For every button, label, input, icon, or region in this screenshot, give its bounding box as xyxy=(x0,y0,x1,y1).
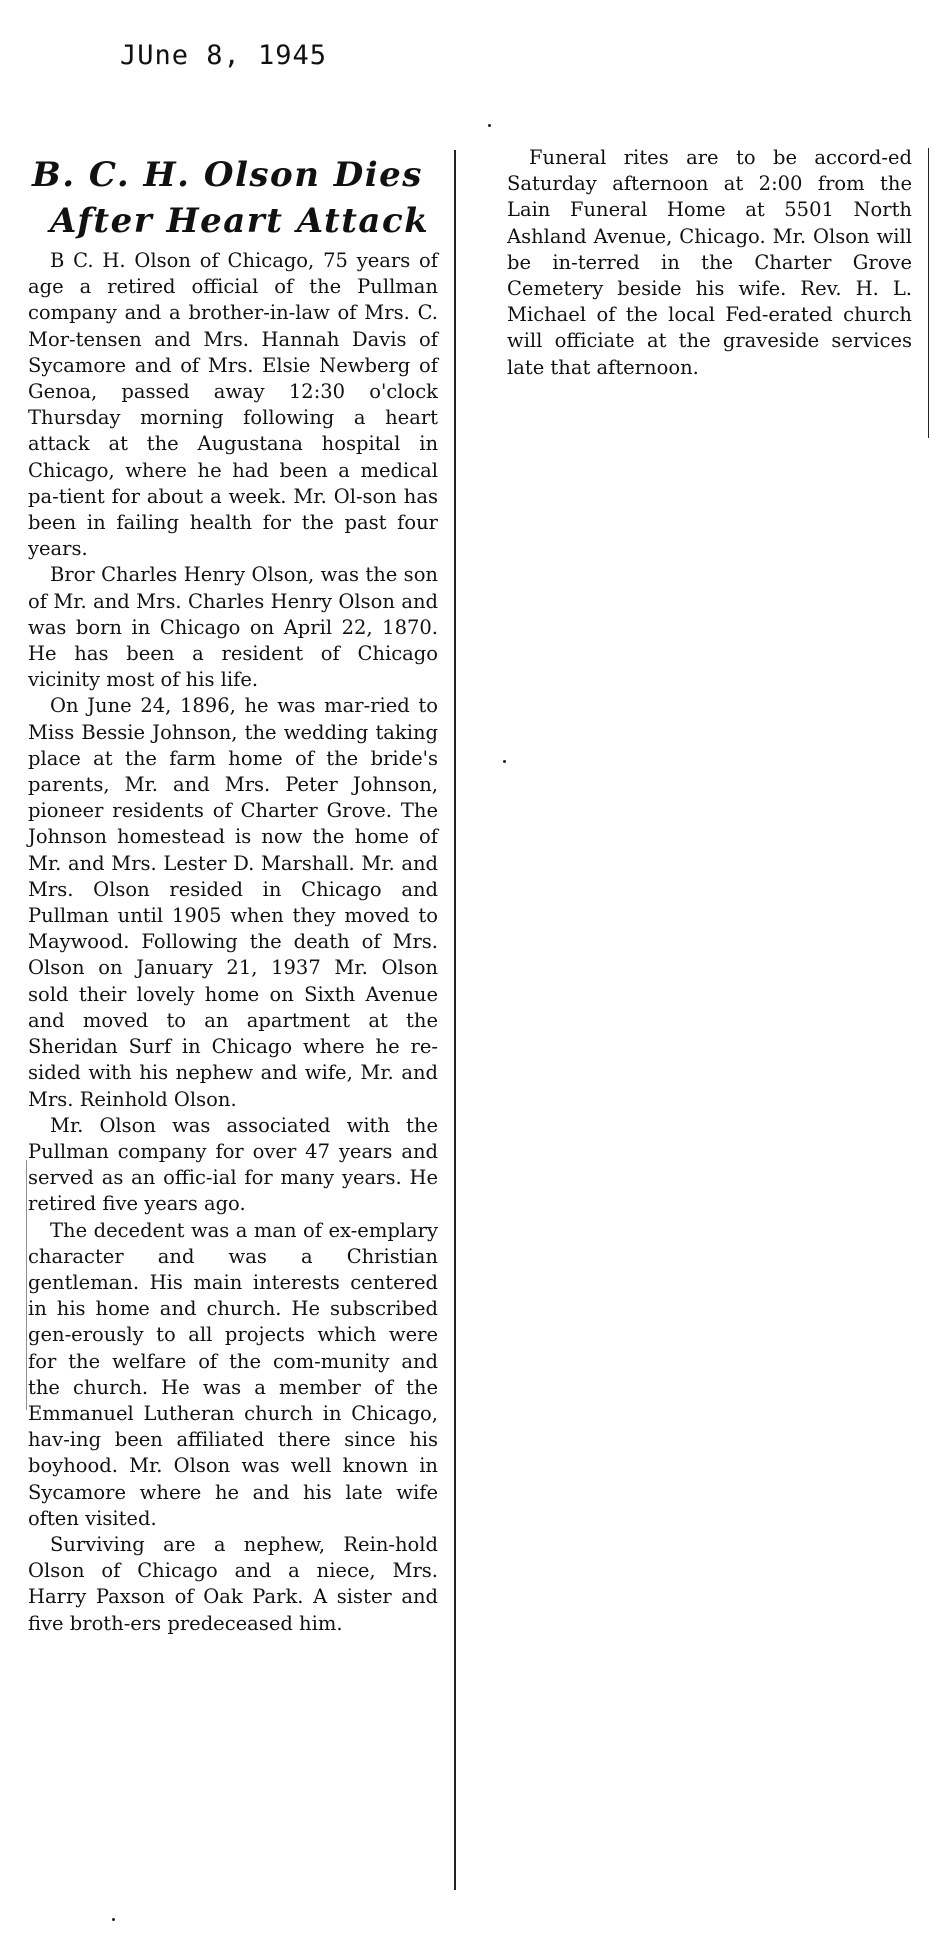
article-right-column xyxy=(507,145,912,381)
paragraph-character: The decedent was a man of ex-emplary character and was a Christian gentleman. His main interests centered in his home and church. He subscribed gen-erously to all projects which were for the welfare of the com-munity and the church. He was a member of the Emmanuel Lutheran church in Chicago, hav-ing been affiliated there since his boyhood. Mr. Olson was well known in Sycamore where he and his late wife often visited. xyxy=(28,1218,438,1530)
paragraph-funeral: Funeral rites are to be accord-ed Saturday afternoon at 2:00 from the Lain Funeral Home at 5501 North Ashland Avenue, Chicago. Mr. Olson will be in-terred in the Charter Grove Cemetery beside his wife. Rev. H. L. Michael of the local Fed-erated church will officiate at the graveside services late that afternoon. xyxy=(507,146,912,379)
right-clip-edge xyxy=(928,148,929,438)
article-body-left xyxy=(28,248,438,1637)
article-headline xyxy=(28,152,438,244)
paragraph-survivors: Surviving are a nephew, Rein-hold Olson of Chicago and a niece, Mrs. Harry Paxson of Oak Park. A sister and five broth-ers predeceased him. xyxy=(28,1532,438,1635)
left-clip-edge xyxy=(26,1160,27,1410)
speck-middle xyxy=(503,760,506,763)
date-stamp: JUne 8, 1945 xyxy=(120,40,328,71)
headline-line-1: B. C. H. Olson Dies xyxy=(32,155,423,195)
paragraph-career: Mr. Olson was associated with the Pullman company for over 47 years and served as an offic-ial for many years. He retired five years ago. xyxy=(28,1113,438,1216)
paragraph-death-notice: B C. H. Olson of Chicago, 75 years of age a retired official of the Pullman company and a brother-in-law of Mrs. C. Mor-tensen and Mrs. Hannah Davis of Sycamore and of Mrs. Elsie Newberg of Genoa, passed away 12:30 o'clock Thursday morning following a heart attack at the Augustana hospital in Chicago, where he had been a medical pa-tient for about a week. Mr. Ol-son has been in failing health for the past four years. xyxy=(28,249,438,561)
speck-bottom xyxy=(112,1918,115,1921)
paragraph-marriage: On June 24, 1896, he was mar-ried to Miss Bessie Johnson, the wedding taking place at the farm home of the bride's parents, Mr. and Mrs. Peter Johnson, pioneer residents of Charter Grove. The Johnson homestead is now the home of Mr. and Mrs. Lester D. Marshall. Mr. and Mrs. Olson resided in Chicago and Pullman until 1905 when they moved to Maywood. Following the death of Mrs. Olson on January 21, 1937 Mr. Olson sold their lovely home on Sixth Avenue and moved to an apartment at the Sheridan Surf in Chicago where he re-sided with his nephew and wife, Mr. and Mrs. Reinhold Olson. xyxy=(28,694,438,1111)
article-left-column xyxy=(28,152,438,1637)
column-rule xyxy=(454,150,456,1890)
headline-line-2: After Heart Attack xyxy=(50,201,430,241)
speck-top xyxy=(488,124,491,127)
paragraph-birth: Bror Charles Henry Olson, was the son of Mr. and Mrs. Charles Henry Olson and was born in Chicago on April 22, 1870. He has been a resident of Chicago vicinity most of his life. xyxy=(28,563,438,692)
